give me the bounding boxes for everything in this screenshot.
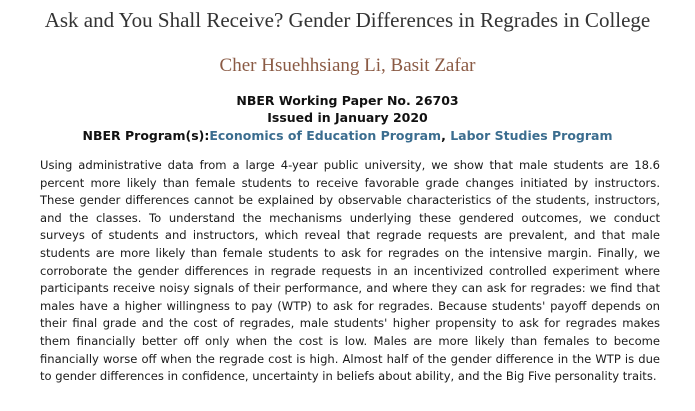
program-separator: , <box>441 128 451 143</box>
program-link-economics-of-education[interactable]: Economics of Education Program <box>209 128 442 143</box>
programs-line <box>0 127 695 145</box>
paper-authors: Cher Hsuehhsiang Li, Basit Zafar <box>219 55 476 76</box>
programs-label: NBER Program(s): <box>82 128 210 143</box>
abstract-text: Using administrative data from a large 4-year public university, we show that male students are 18.6 percent more likely than female students to receive favorable grade changes initiated by instructors. These gender differences cannot be explained by observable characteristics of the students, instructors, and the classes. To understand the mechanisms underlying these gendered outcomes, we conduct surveys of students and instructors, which reveal that regrade requests are prevalent, and that male students are more likely than female students to ask for regrades on the intensive margin. Finally, we corroborate the gender differences in regrade requests in an incentivized controlled experiment where participants receive noisy signals of their performance, and where they can ask for regrades: we find that males have a higher willingness to pay (WTP) to ask for regrades. Because students' payoff depends on their final grade and the cost of regrades, male students' higher propensity to ask for regrades makes them financially better off only when the cost is low. Males are more likely than females to become financially worse off when the regrade cost is high. Almost half of the gender difference in the WTP is due to gender differences in confidence, uncertainty in beliefs about ability, and the Big Five personality traits. <box>40 158 660 384</box>
program-link-labor-studies[interactable]: Labor Studies Program <box>450 128 613 143</box>
working-paper-number: NBER Working Paper No. 26703 <box>236 93 459 108</box>
issued-date: Issued in January 2020 <box>267 110 428 125</box>
paper-title: Ask and You Shall Receive? Gender Differences in Regrades in College <box>44 8 651 32</box>
